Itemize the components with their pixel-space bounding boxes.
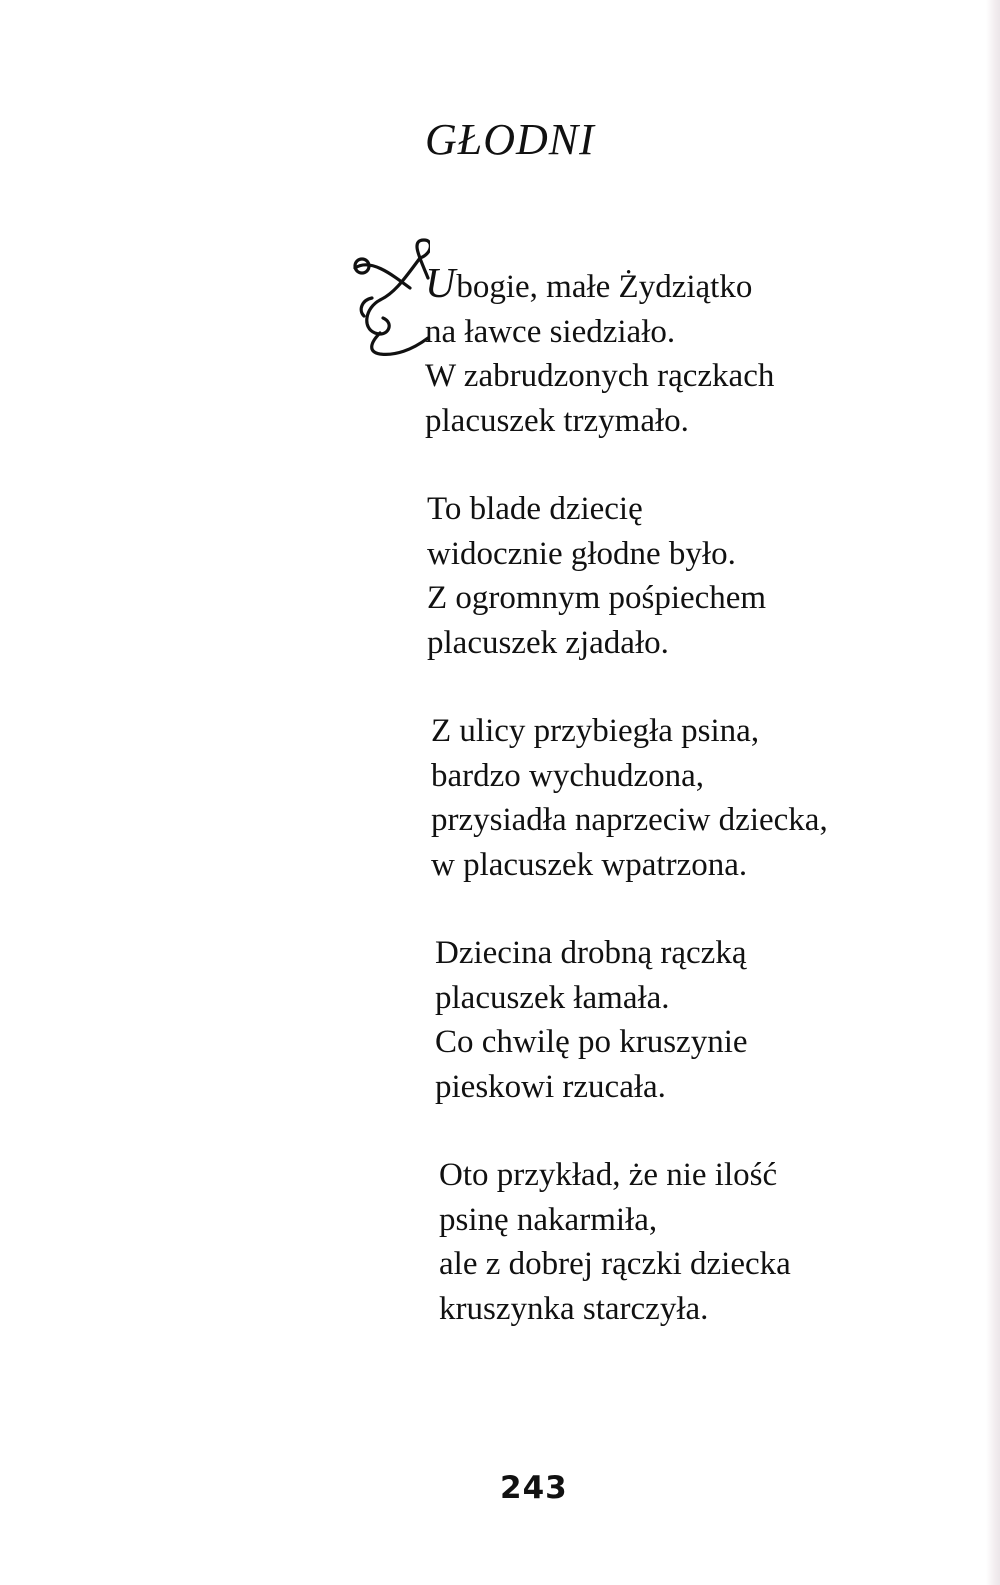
poem-line: Co chwilę po kruszynie [435,1024,748,1060]
poem-line: kruszynka starczyła. [439,1290,709,1327]
poem-line: Dziecina drobną rączką [435,935,747,971]
poem-line: W zabrudzonych rączkach [425,358,775,394]
drop-cap-initial: U [425,261,456,307]
stanza-2 [425,487,945,665]
poem-line: w placuszek wpatrzona. [431,846,748,883]
stanza-3 [425,709,945,887]
stanza-5 [425,1153,945,1331]
poem-line: Z ogromnym pośpiechem [427,580,767,616]
poem-line: bardzo wychudzona, [431,757,705,794]
poem-line: Oto przykład, że nie ilość [439,1157,778,1193]
poem-line: Z ulicy przybiegła psina, [431,713,760,749]
poem-line: przysiadła naprzeciw dziecka, [431,802,828,838]
page-number: 243 [500,1470,568,1506]
poem-line: psinę nakarmiła, [439,1201,658,1238]
poem-line: na ławce siedziało. [425,313,676,350]
poem-title: GŁODNI [425,115,595,164]
ornamental-flourish-icon [350,238,430,356]
stanza-1 [425,262,945,443]
poem-line: placuszek trzymało. [425,402,689,439]
first-line-text: bogie, małe Żydziątko [456,269,753,305]
stanza-4 [425,931,945,1109]
poem-line: widocznie głodne było. [427,535,736,572]
poem-line: pieskowi rzucała. [435,1068,666,1105]
poem-line: To blade dziecię [427,491,643,527]
poem-line [425,262,945,310]
poem-line: placuszek łamała. [435,979,670,1016]
poem-line: placuszek zjadało. [427,624,669,661]
poem-line: ale z dobrej rączki dziecka [439,1246,791,1282]
poem-body [425,262,945,1331]
page-edge [986,0,1000,1585]
